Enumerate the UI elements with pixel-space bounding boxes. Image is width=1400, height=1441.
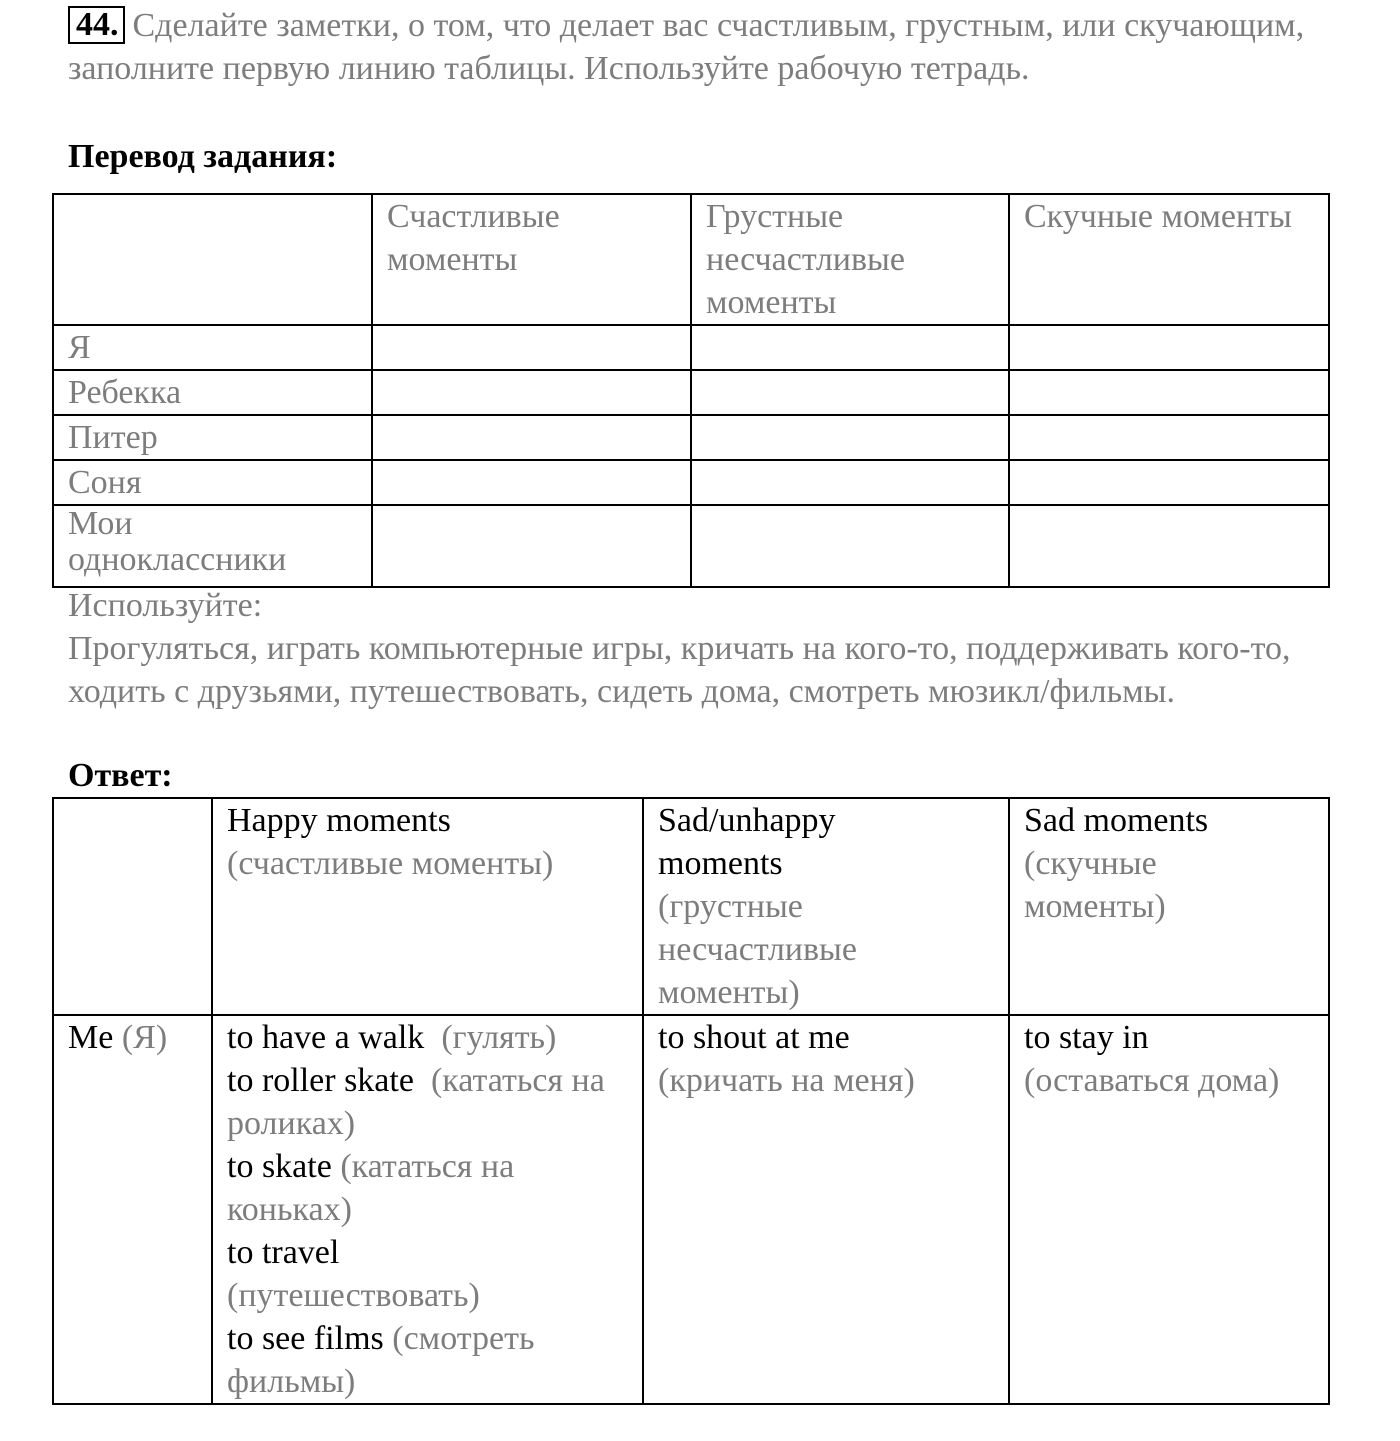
header-ru: (счастливые моменты) xyxy=(227,845,554,882)
list-item xyxy=(227,1317,628,1403)
header-cell-bored: Скучные моменты xyxy=(1009,194,1329,325)
table-cell xyxy=(691,505,1009,587)
row-label-ru: (Я) xyxy=(121,1019,168,1056)
task-number: 44. xyxy=(68,6,125,44)
header-cell-happy xyxy=(212,798,643,1015)
table-row xyxy=(53,370,1329,415)
row-label xyxy=(53,1015,212,1404)
answer-heading: Ответ: xyxy=(68,757,173,794)
table-row xyxy=(53,325,1329,370)
table-row xyxy=(53,460,1329,505)
bored-cell xyxy=(1009,1015,1329,1404)
item-ru: (гулять) xyxy=(441,1019,557,1056)
list-item xyxy=(227,1231,628,1317)
header-cell-empty xyxy=(53,194,372,325)
use-label: Используйте: xyxy=(68,587,263,624)
table-row xyxy=(53,1015,1329,1404)
header-en: Sad moments xyxy=(1024,802,1209,839)
translation-heading: Перевод задания: xyxy=(68,138,338,175)
table-cell xyxy=(691,370,1009,415)
item-en: to shout at me xyxy=(658,1019,850,1056)
translation-table xyxy=(52,193,1330,588)
header-ru: (скучные моменты) xyxy=(1024,845,1166,925)
table-cell xyxy=(1009,415,1329,460)
table-cell xyxy=(691,415,1009,460)
table-cell xyxy=(1009,325,1329,370)
item-ru: (путешествовать) xyxy=(227,1277,480,1314)
item-en: to skate xyxy=(227,1148,332,1185)
use-text: Прогуляться, играть компьютерные игры, кричать на кого-то, поддерживать кого-то, ходить с друзьями, путешествовать, сидеть дома, смотреть мюзикл/фильмы. xyxy=(68,630,1291,710)
row-label: Питер xyxy=(53,415,372,460)
table-cell xyxy=(372,415,691,460)
item-en: to see films xyxy=(227,1320,384,1357)
item-en: to stay in xyxy=(1024,1019,1149,1056)
item-ru: (кататься на коньках) xyxy=(227,1148,515,1228)
table-cell xyxy=(372,505,691,587)
table-row xyxy=(53,505,1329,587)
table-header-row xyxy=(53,194,1329,325)
item-ru: (кричать на меня) xyxy=(658,1062,915,1099)
sad-cell xyxy=(643,1015,1009,1404)
task-text: Сделайте заметки, о том, что делает вас счастливым, грустным, или скучающим, заполните первую линию таблицы. Используйте рабочую тетрадь. xyxy=(68,7,1305,87)
table-cell xyxy=(372,325,691,370)
item-en: to have a walk xyxy=(227,1019,425,1056)
header-cell-sad xyxy=(643,798,1009,1015)
item-ru: (кататься на роликах) xyxy=(227,1062,605,1142)
list-item xyxy=(227,1059,628,1145)
answer-table xyxy=(52,797,1330,1405)
header-en: Sad/unhappy moments xyxy=(658,802,836,882)
table-cell xyxy=(1009,370,1329,415)
table-cell xyxy=(1009,460,1329,505)
item-en: to travel xyxy=(227,1234,340,1271)
row-label: Ребекка xyxy=(53,370,372,415)
item-ru: (смотреть фильмы) xyxy=(227,1320,535,1400)
table-cell xyxy=(372,460,691,505)
header-en: Happy moments xyxy=(227,802,451,839)
header-cell-empty xyxy=(53,798,212,1015)
item-en: to roller skate xyxy=(227,1062,414,1099)
list-item xyxy=(227,1145,628,1231)
table-header-row xyxy=(53,798,1329,1015)
header-cell-happy: Счастливые моменты xyxy=(372,194,691,325)
row-label: Я xyxy=(53,325,372,370)
item-ru: (оставаться дома) xyxy=(1024,1062,1280,1099)
table-cell xyxy=(372,370,691,415)
table-row xyxy=(53,415,1329,460)
row-label-en: Me xyxy=(68,1019,114,1056)
task-paragraph xyxy=(68,4,1358,90)
use-block xyxy=(68,584,1338,713)
row-label: Соня xyxy=(53,460,372,505)
happy-cell xyxy=(212,1015,643,1404)
header-cell-sad: Грустные несчастливые моменты xyxy=(691,194,1009,325)
table-cell xyxy=(691,325,1009,370)
table-cell xyxy=(691,460,1009,505)
list-item xyxy=(227,1016,628,1059)
table-cell xyxy=(1009,505,1329,587)
row-label: Мои одноклассники xyxy=(53,505,372,587)
header-ru: (грустные несчастливые моменты) xyxy=(658,888,857,1011)
header-cell-bored xyxy=(1009,798,1329,1015)
